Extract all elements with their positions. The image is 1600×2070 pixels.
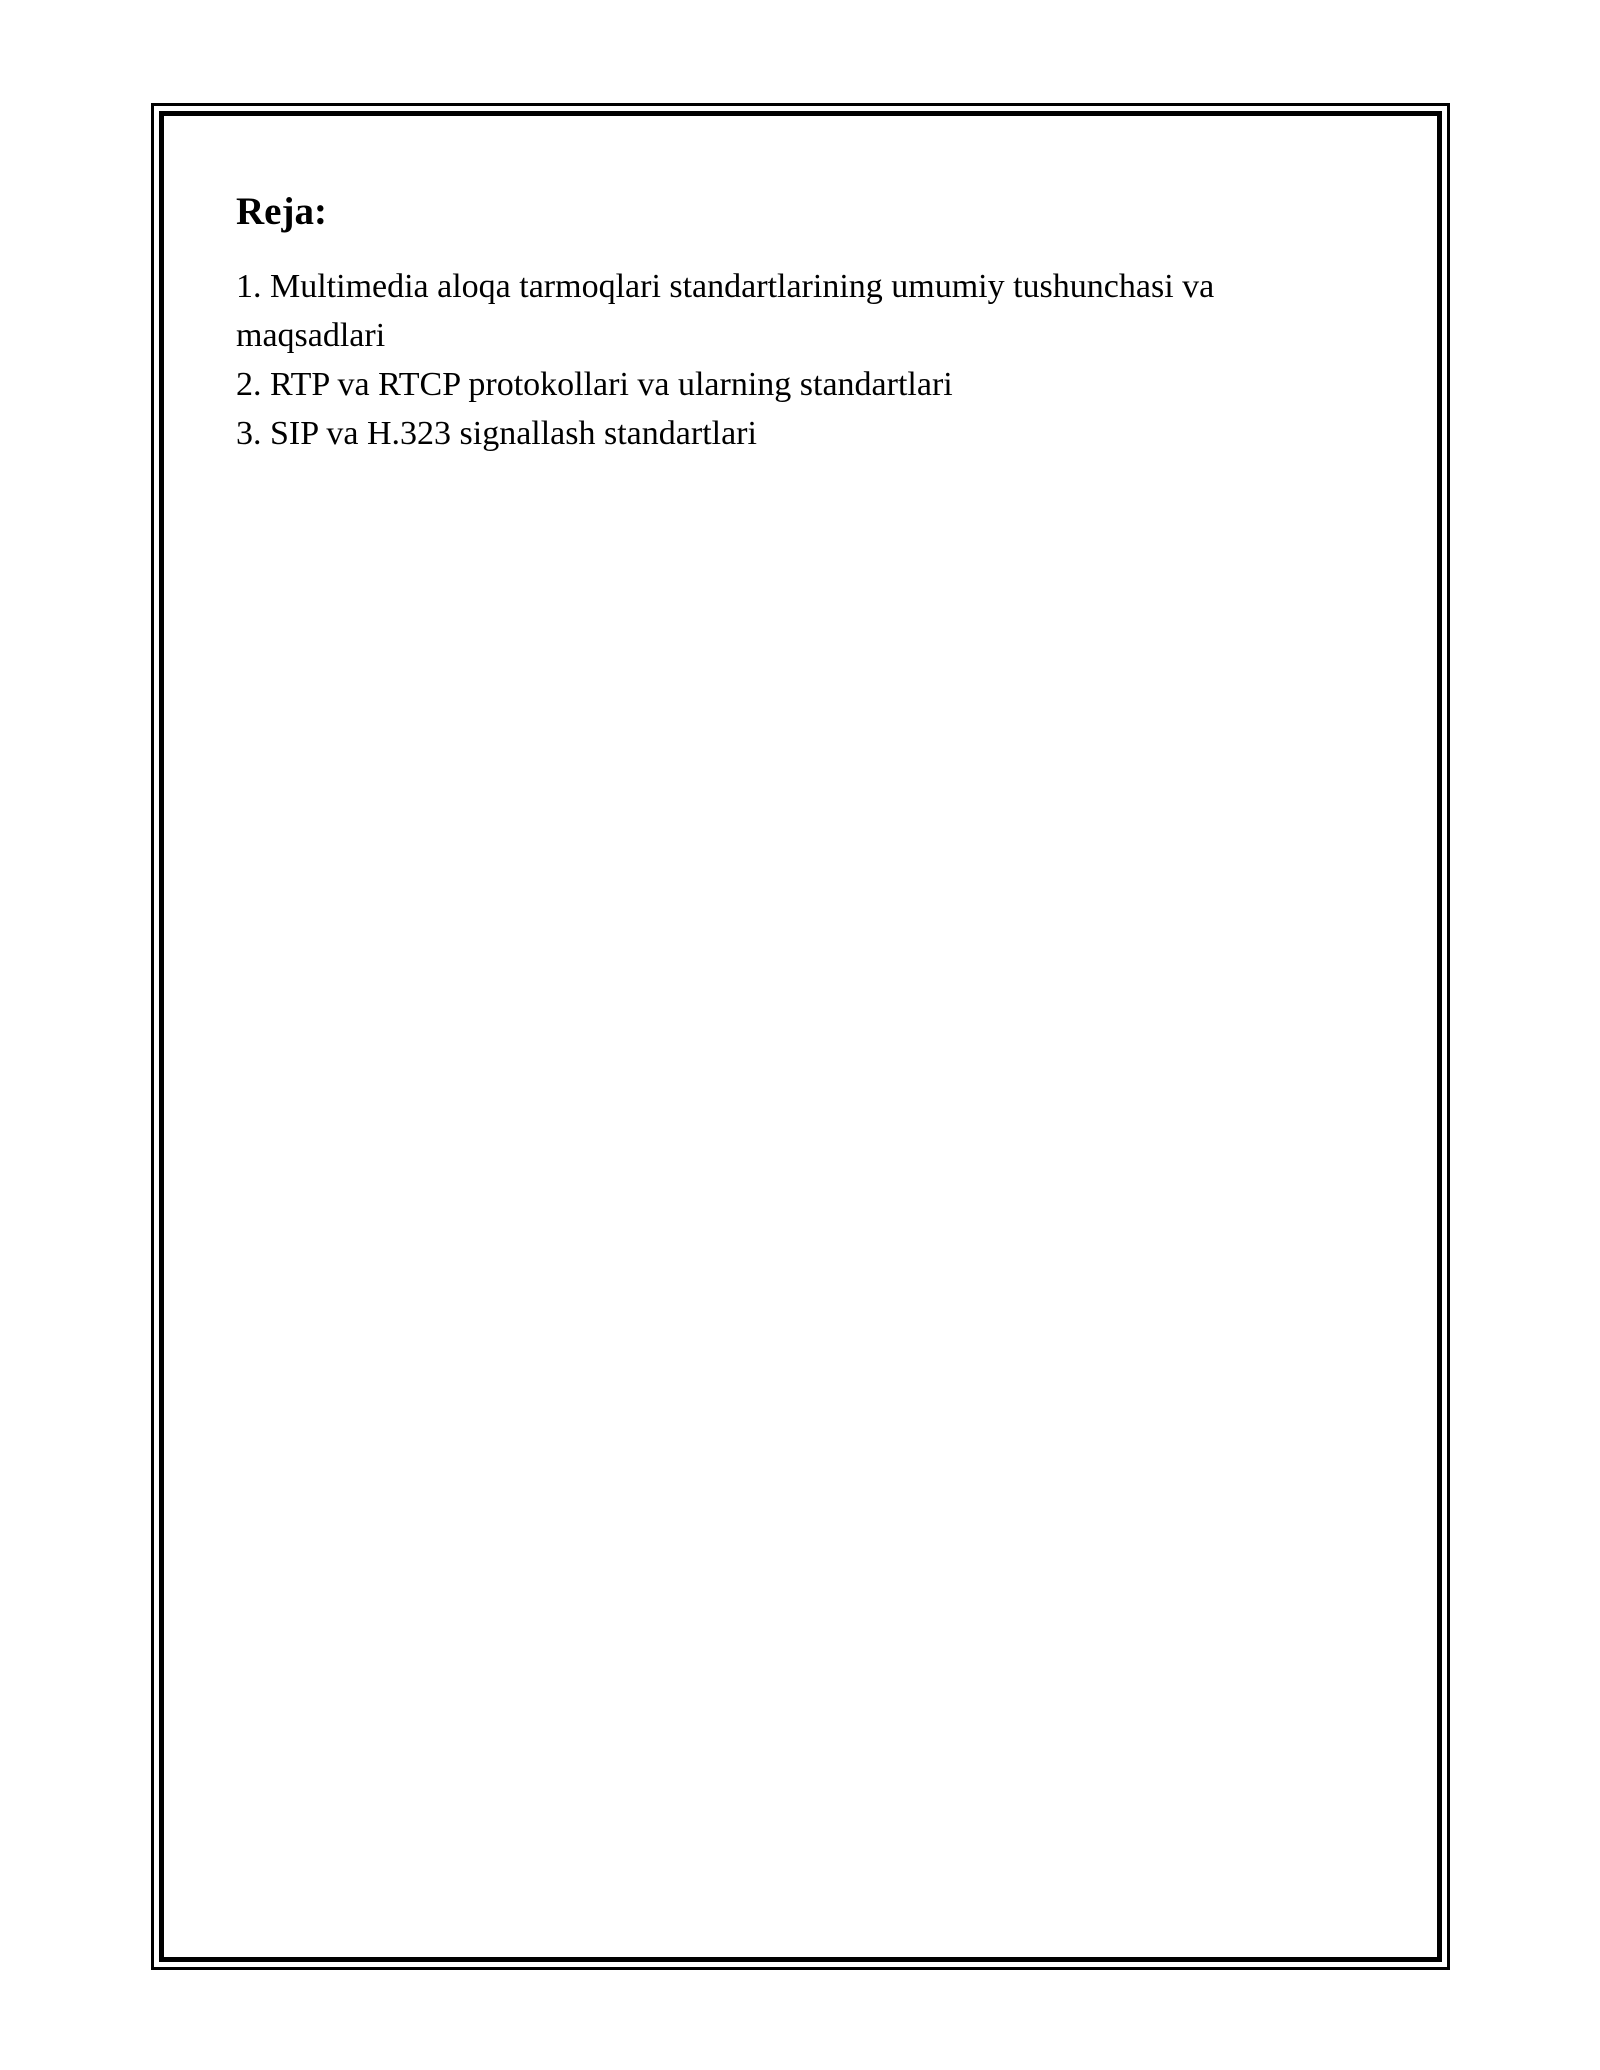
plan-item-2: 2. RTP va RTCP protokollari va ularning standartlari xyxy=(236,366,953,403)
plan-item-1: 1. Multimedia aloqa tarmoqlari standartlarining umumiy tushunchasi va maqsadlari xyxy=(236,268,1215,354)
plan-item-3: 3. SIP va H.323 signallash standartlari xyxy=(236,415,757,452)
page-content xyxy=(236,184,1366,458)
plan-heading: Reja: xyxy=(236,190,327,233)
plan-list xyxy=(236,262,1366,458)
